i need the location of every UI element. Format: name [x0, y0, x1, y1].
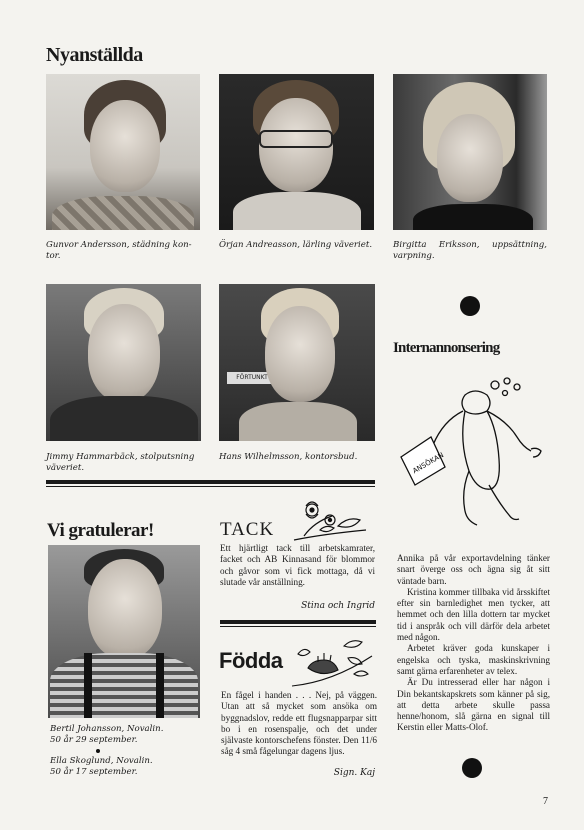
photo-orjan-andreasson	[219, 74, 374, 230]
fodda-text: En fågel i handen . . . Nej, på väggen. Utan att så mycket som ansöka om byggnadslov, redde ett flugsnapparpar sitt bo i en rosenspalje, och det under självaste kontorschefens fönster. Den 11/6 såg 4 små fågelungar dagens ljus.	[221, 690, 377, 757]
section-divider	[220, 620, 376, 624]
bullet-dot	[460, 296, 480, 316]
photo-bertil-johansson	[48, 545, 200, 718]
page-number: 7	[543, 796, 548, 807]
gratulation-bertil-detail: 50 år 29 september.	[50, 735, 138, 745]
photo-hans-wilhelmsson	[219, 284, 375, 441]
tack-text: Ett hjärtligt tack till arbetskamrater, facket och AB Kinnasand för blommor och gåvor som vi fick mottaga, då vi slutade vår anställning.	[220, 543, 375, 587]
section-title-internannonsering: Internannonsering	[393, 340, 500, 356]
flower-bouquet-icon	[290, 496, 370, 542]
section-title-nyanstallda: Nyanställda	[46, 44, 143, 66]
section-title-gratulerar: Vi gratulerar!	[47, 520, 154, 541]
fodda-signature: Sign. Kaj	[333, 768, 375, 778]
photo-jimmy-hammarback	[46, 284, 201, 441]
tack-signature: Stina och Ingrid	[301, 601, 375, 611]
bird-nest-icon	[288, 634, 376, 690]
gratulation-ella-detail: 50 år 17 september.	[50, 767, 138, 777]
annons-paragraph: Är Du intresserad eller har någon i Din bekantskapskrets som känner på sig, att detta arbete skulle passa henne/honom, slå gärna en signal till Kerstin eller Matts-Olof.	[397, 677, 550, 733]
caption-gunvor-andersson: Gunvor Andersson, städning kon-tor.	[46, 240, 192, 261]
caption-hans-wilhelmsson: Hans Wilhelmsson, kontorsbud.	[219, 452, 358, 462]
sign-ansokan: ANSÖKAN	[411, 451, 446, 476]
section-title-tack: TACK	[220, 519, 275, 540]
section-title-fodda: Födda	[219, 648, 283, 673]
annons-paragraph: Annika på vår exportavdelning tänker snart överge oss och ägna sig åt sitt väntade barn.	[397, 553, 550, 586]
running-man-illustration	[395, 375, 550, 535]
annons-paragraph: Arbetet kräver goda kunskaper i engelska och tyska, maskinskrivning samt gärna erfarenheter av telex.	[397, 643, 550, 676]
section-divider-thin	[46, 486, 375, 487]
caption-jimmy-hammarback: Jimmy Hammarbäck, stolputsning väveriet.	[46, 452, 195, 473]
photo-gunvor-andersson	[46, 74, 200, 230]
sign-board: FÖRTUNKT	[227, 372, 277, 384]
gratulation-ella-name: Ella Skoglund, Novalin.	[50, 756, 153, 766]
photo-birgitta-eriksson	[393, 74, 547, 230]
internannonsering-text	[397, 553, 550, 734]
glasses-icon	[259, 130, 333, 148]
bullet-dot-small	[96, 749, 100, 753]
bullet-dot	[462, 758, 482, 778]
caption-orjan-andreasson: Örjan Andreasson, lärling väveriet.	[219, 240, 373, 250]
section-divider-thin	[220, 626, 376, 627]
caption-birgitta-eriksson: Birgitta Eriksson, uppsättning, varpning.	[393, 240, 547, 261]
annons-paragraph: Kristina kommer tillbaka vid årsskiftet efter sin barnledighet men tycker, att hemmet och den lilla dottern tar mycket tid i anspråk och vill därför dela arbetet med någon.	[397, 586, 550, 643]
gratulation-bertil-name: Bertil Johansson, Novalin.	[50, 724, 164, 734]
section-divider	[46, 480, 375, 484]
